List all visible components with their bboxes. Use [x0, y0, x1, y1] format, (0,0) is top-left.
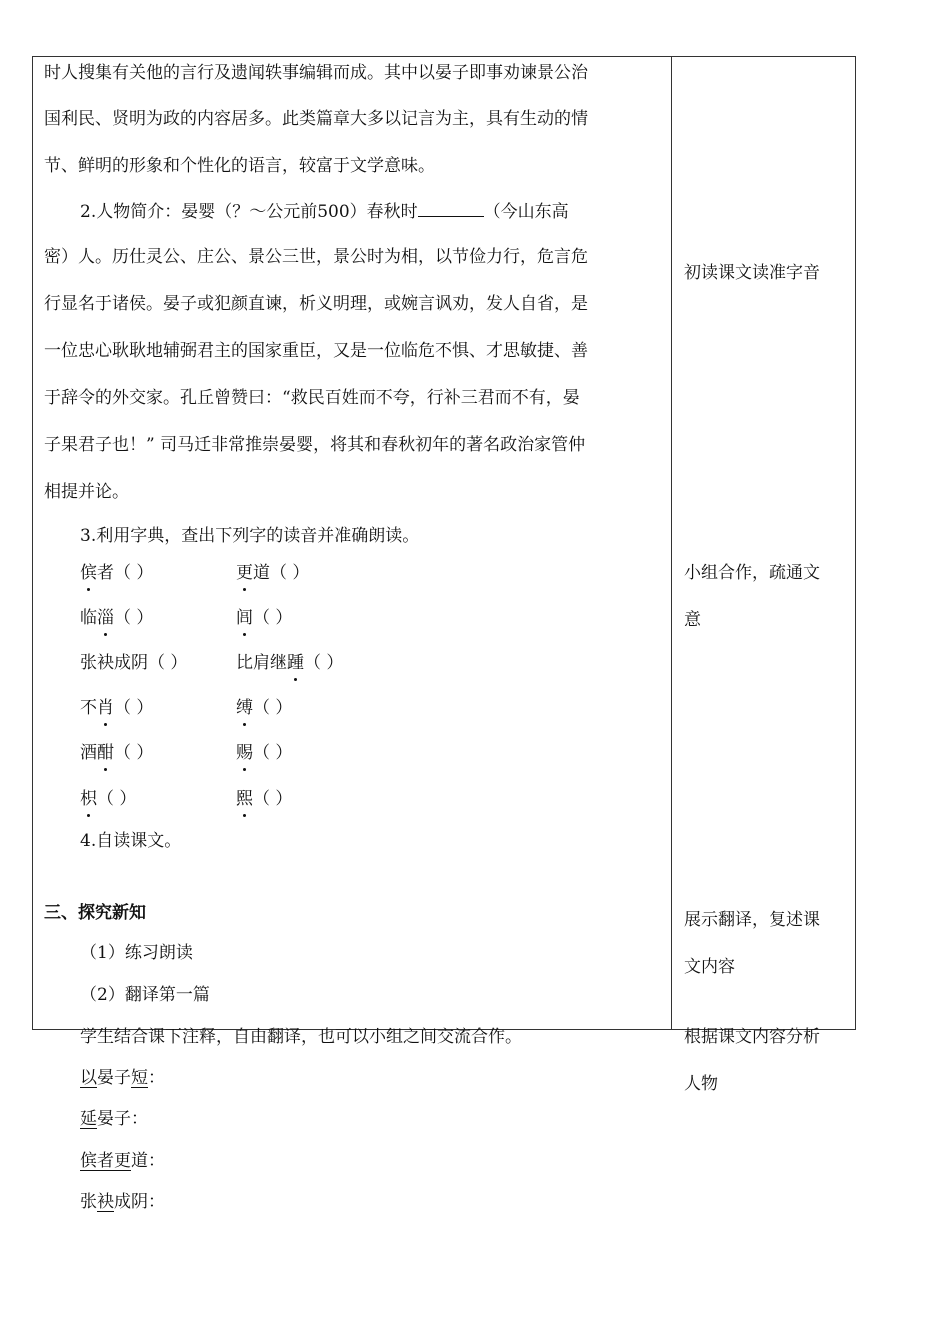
- step-1: （1）练习朗读: [80, 943, 193, 963]
- dotted-char: 傧: [80, 563, 97, 583]
- side-note-show-2: 文内容: [684, 957, 735, 977]
- dotted-char: 枳: [80, 789, 97, 809]
- bio-line-1-text: 2.人物简介：晏婴（？～公元前500）春秋时: [80, 202, 418, 222]
- bio-line-7: 相提并论。: [44, 482, 129, 502]
- vocab-row-1-left: [80, 562, 153, 584]
- dotted-char: 肖: [97, 698, 114, 718]
- vocab-text: （ ）: [253, 789, 293, 809]
- column-divider: [671, 56, 672, 1030]
- vocab-row-5-left: [80, 742, 153, 764]
- vocab-row-3-left: 张袂成阴（ ）: [80, 653, 188, 673]
- phrase-1: [80, 1067, 165, 1089]
- underlined-word: 傧者: [80, 1151, 114, 1171]
- bio-line-2: 密）人。历仕灵公、庄公、景公三世，景公时为相，以节俭力行，危言危: [44, 247, 588, 267]
- vocab-text: 酒: [80, 743, 97, 763]
- vocab-text: 临: [80, 608, 97, 628]
- underlined-word: 短: [131, 1068, 148, 1088]
- bio-line-5: 于辞令的外交家。孔丘曾赞曰：“救民百姓而不夸，行补三君而不有，晏: [44, 388, 580, 408]
- section-3-title: 三、探究新知: [44, 903, 146, 923]
- bio-line-6: 子果君子也！” 司马迁非常推崇晏婴，将其和春秋初年的著名政治家管仲: [44, 435, 586, 455]
- phrase-text: 成阴：: [114, 1192, 165, 1212]
- bio-line-1: [80, 200, 569, 223]
- dotted-char: 闾: [236, 608, 253, 628]
- bio-line-3: 行显名于诸侯。晏子或犯颜直谏，析义明理，或婉言讽劝，发人自省，是: [44, 294, 588, 314]
- vocab-text: （ ）: [114, 608, 154, 628]
- phrase-text: 晏子：: [97, 1109, 148, 1129]
- side-note-analyze-1: 根据课文内容分析: [684, 1027, 820, 1047]
- vocab-row-6-right: [236, 788, 292, 810]
- vocab-text: 道（ ）: [253, 563, 310, 583]
- task-4: 4.自读课文。: [80, 831, 182, 851]
- dotted-char: 酣: [97, 743, 114, 763]
- dotted-char: 赐: [236, 743, 253, 763]
- dotted-char: 淄: [97, 608, 114, 628]
- vocab-text: （ ）: [253, 743, 293, 763]
- vocab-row-2-left: [80, 607, 153, 629]
- underlined-word: 袂: [97, 1192, 114, 1212]
- phrase-3: [80, 1150, 165, 1172]
- side-note-read: 初读课文读准字音: [684, 263, 820, 283]
- intro-line-3: 节、鲜明的形象和个性化的语言，较富于文学意味。: [44, 156, 435, 176]
- phrase-2: [80, 1108, 148, 1130]
- vocab-row-1-right: [236, 562, 309, 584]
- underlined-word: 更: [114, 1151, 131, 1171]
- dotted-char: 缚: [236, 698, 253, 718]
- vocab-text: （ ）: [114, 698, 154, 718]
- phrase-text: 张: [80, 1192, 97, 1212]
- phrase-text: 晏子: [97, 1068, 131, 1088]
- vocab-text: （ ）: [97, 789, 137, 809]
- vocab-text: 比肩继: [236, 653, 287, 673]
- vocab-text: 者（ ）: [97, 563, 154, 583]
- vocab-row-4-left: [80, 697, 153, 719]
- underlined-word: 以: [80, 1068, 97, 1088]
- step-2: （2）翻译第一篇: [80, 985, 210, 1005]
- dotted-char: 熙: [236, 789, 253, 809]
- intro-line-2: 国利民、贤明为政的内容居多。此类篇章大多以记言为主，具有生动的情: [44, 109, 588, 129]
- dotted-char: 踵: [287, 653, 304, 673]
- vocab-row-2-right: [236, 607, 292, 629]
- phrase-text: ：: [148, 1068, 165, 1088]
- side-note-group-1: 小组合作，疏通文: [684, 563, 820, 583]
- vocab-row-6-left: [80, 788, 136, 810]
- task-3: 3.利用字典，查出下列字的读音并准确朗读。: [80, 526, 420, 546]
- vocab-text: （ ）: [114, 743, 154, 763]
- vocab-text: （ ）: [253, 698, 293, 718]
- bio-line-4: 一位忠心耿耿地辅弼君主的国家重臣，又是一位临危不惧、才思敏捷、善: [44, 341, 588, 361]
- vocab-row-5-right: [236, 742, 292, 764]
- dotted-char: 更: [236, 563, 253, 583]
- side-note-analyze-2: 人物: [684, 1074, 718, 1094]
- intro-line-1: 时人搜集有关他的言行及遗闻轶事编辑而成。其中以晏子即事劝谏景公治: [44, 63, 588, 83]
- side-note-group-2: 意: [684, 610, 701, 630]
- vocab-row-3-right: [236, 652, 343, 674]
- side-note-show-1: 展示翻译，复述课: [684, 910, 820, 930]
- vocab-row-4-right: [236, 697, 292, 719]
- vocab-text: （ ）: [304, 653, 344, 673]
- fill-in-blank: [418, 200, 484, 217]
- underlined-word: 延: [80, 1109, 97, 1129]
- bio-line-1-tail: （今山东高: [483, 202, 569, 222]
- phrase-4: [80, 1191, 165, 1213]
- vocab-text: 不: [80, 698, 97, 718]
- vocab-text: （ ）: [253, 608, 293, 628]
- phrase-text: 道：: [131, 1151, 165, 1171]
- instruction: 学生结合课下注释，自由翻译，也可以小组之间交流合作。: [80, 1027, 522, 1047]
